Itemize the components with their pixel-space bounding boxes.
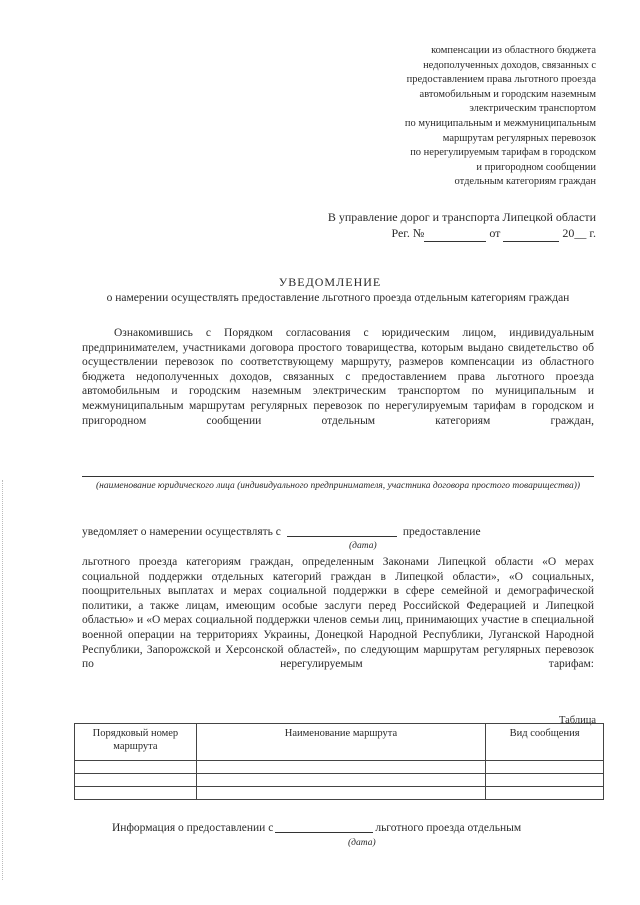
header-line: маршрутам регулярных перевозок [442, 132, 596, 144]
header-line: отдельным категориям граждан [454, 176, 596, 188]
reg-date-blank [503, 225, 559, 242]
document-title: УВЕДОМЛЕНИЕ [278, 275, 382, 289]
table-row [75, 787, 604, 800]
notify-date-blank [287, 536, 397, 537]
header-line: электрическим транспортом [469, 103, 596, 115]
info-line [112, 822, 594, 834]
header-block [336, 44, 596, 190]
reg-from: от [489, 226, 501, 240]
organization-fill-line [82, 476, 594, 477]
organization-caption: (наименование юридического лица (индивидуального предпринимателя, участника договора простого товарищества)) [95, 481, 581, 491]
notify-before: уведомляет о намерении осуществлять с [82, 526, 281, 538]
notify-date-caption: (дата) [349, 541, 377, 551]
routes-table [74, 723, 604, 800]
reg-year: 20__ г. [562, 226, 596, 240]
notify-after: предоставление [402, 526, 481, 538]
document-subtitle: о намерении осуществлять предоставление льготного проезда отдельным категориям граждан [106, 292, 570, 304]
info-after: льготного проезда отдельным [375, 822, 522, 834]
header-line: и пригородном сообщении [476, 161, 596, 173]
header-route-name: Наименование маршрута [196, 724, 485, 761]
table-row [75, 761, 604, 774]
registration-line [328, 225, 596, 242]
notify-line [82, 526, 594, 538]
info-before: Информация о предоставлении с [112, 822, 274, 834]
reg-prefix: Рег. № [391, 226, 425, 240]
header-line: по нерегулируемым тарифам в городском [410, 147, 596, 159]
header-line: по муниципальным и межмуниципальным [404, 117, 596, 129]
table-label: Таблица [558, 715, 596, 726]
paragraph-intro: Ознакомившись с Порядком согласования с юридическим лицом, индивидуальным предпринимателем, участниками договора простого товарищества, которым выдано свидетельство об осуществлении перевозок по соответствующему маршруту, размеров компенсации из областного бюджета недополученных доходов, связанных с предоставлением права льготного проезда автомобильным и городским наземным электрическим транспортом по муниципальным и межмуниципальным маршрутам регулярных перевозок по нерегулируемым тарифам в городском и пригородном сообщении отдельным категориям граждан, [82, 327, 594, 427]
header-line: компенсации из областного бюджета [431, 45, 596, 56]
info-date-caption: (дата) [348, 838, 376, 848]
scan-margin-artifact [2, 480, 5, 880]
table-header-row [75, 724, 604, 761]
addressee-block [328, 209, 596, 242]
header-service-type: Вид сообщения [486, 724, 604, 761]
header-line: предоставлением права льготного проезда [406, 74, 596, 86]
reg-number-blank [424, 225, 486, 242]
header-line: автомобильным и городским наземным [419, 88, 596, 100]
addressee-to: В управление дорог и транспорта Липецкой области [327, 210, 596, 224]
table-row [75, 774, 604, 787]
paragraph-laws: льготного проезда категориям граждан, определенным Законами Липецкой области «О мерах социальной поддержки отдельных категорий граждан в Липецкой области», «О социальных, поощрительных выплатах и мерах социальной поддержки в сфере семейной и демографической политики, а также лицам, имеющим особые заслуги перед Российской Федерацией и Липецкой областью» и «О мерах социальной поддержки членов семьи лиц, принимающих участие в специальной военной операции на территориях Украины, Донецкой Народной Республики, Луганской Народной Республики, Запорожской и Херсонской областей», по следующим маршрутам регулярных перевозок по нерегулируемым тарифам: [82, 556, 594, 671]
info-date-blank [275, 832, 373, 833]
header-route-number: Порядковый номер маршрута [75, 724, 197, 761]
header-line: недополученных доходов, связанных с [423, 59, 596, 71]
